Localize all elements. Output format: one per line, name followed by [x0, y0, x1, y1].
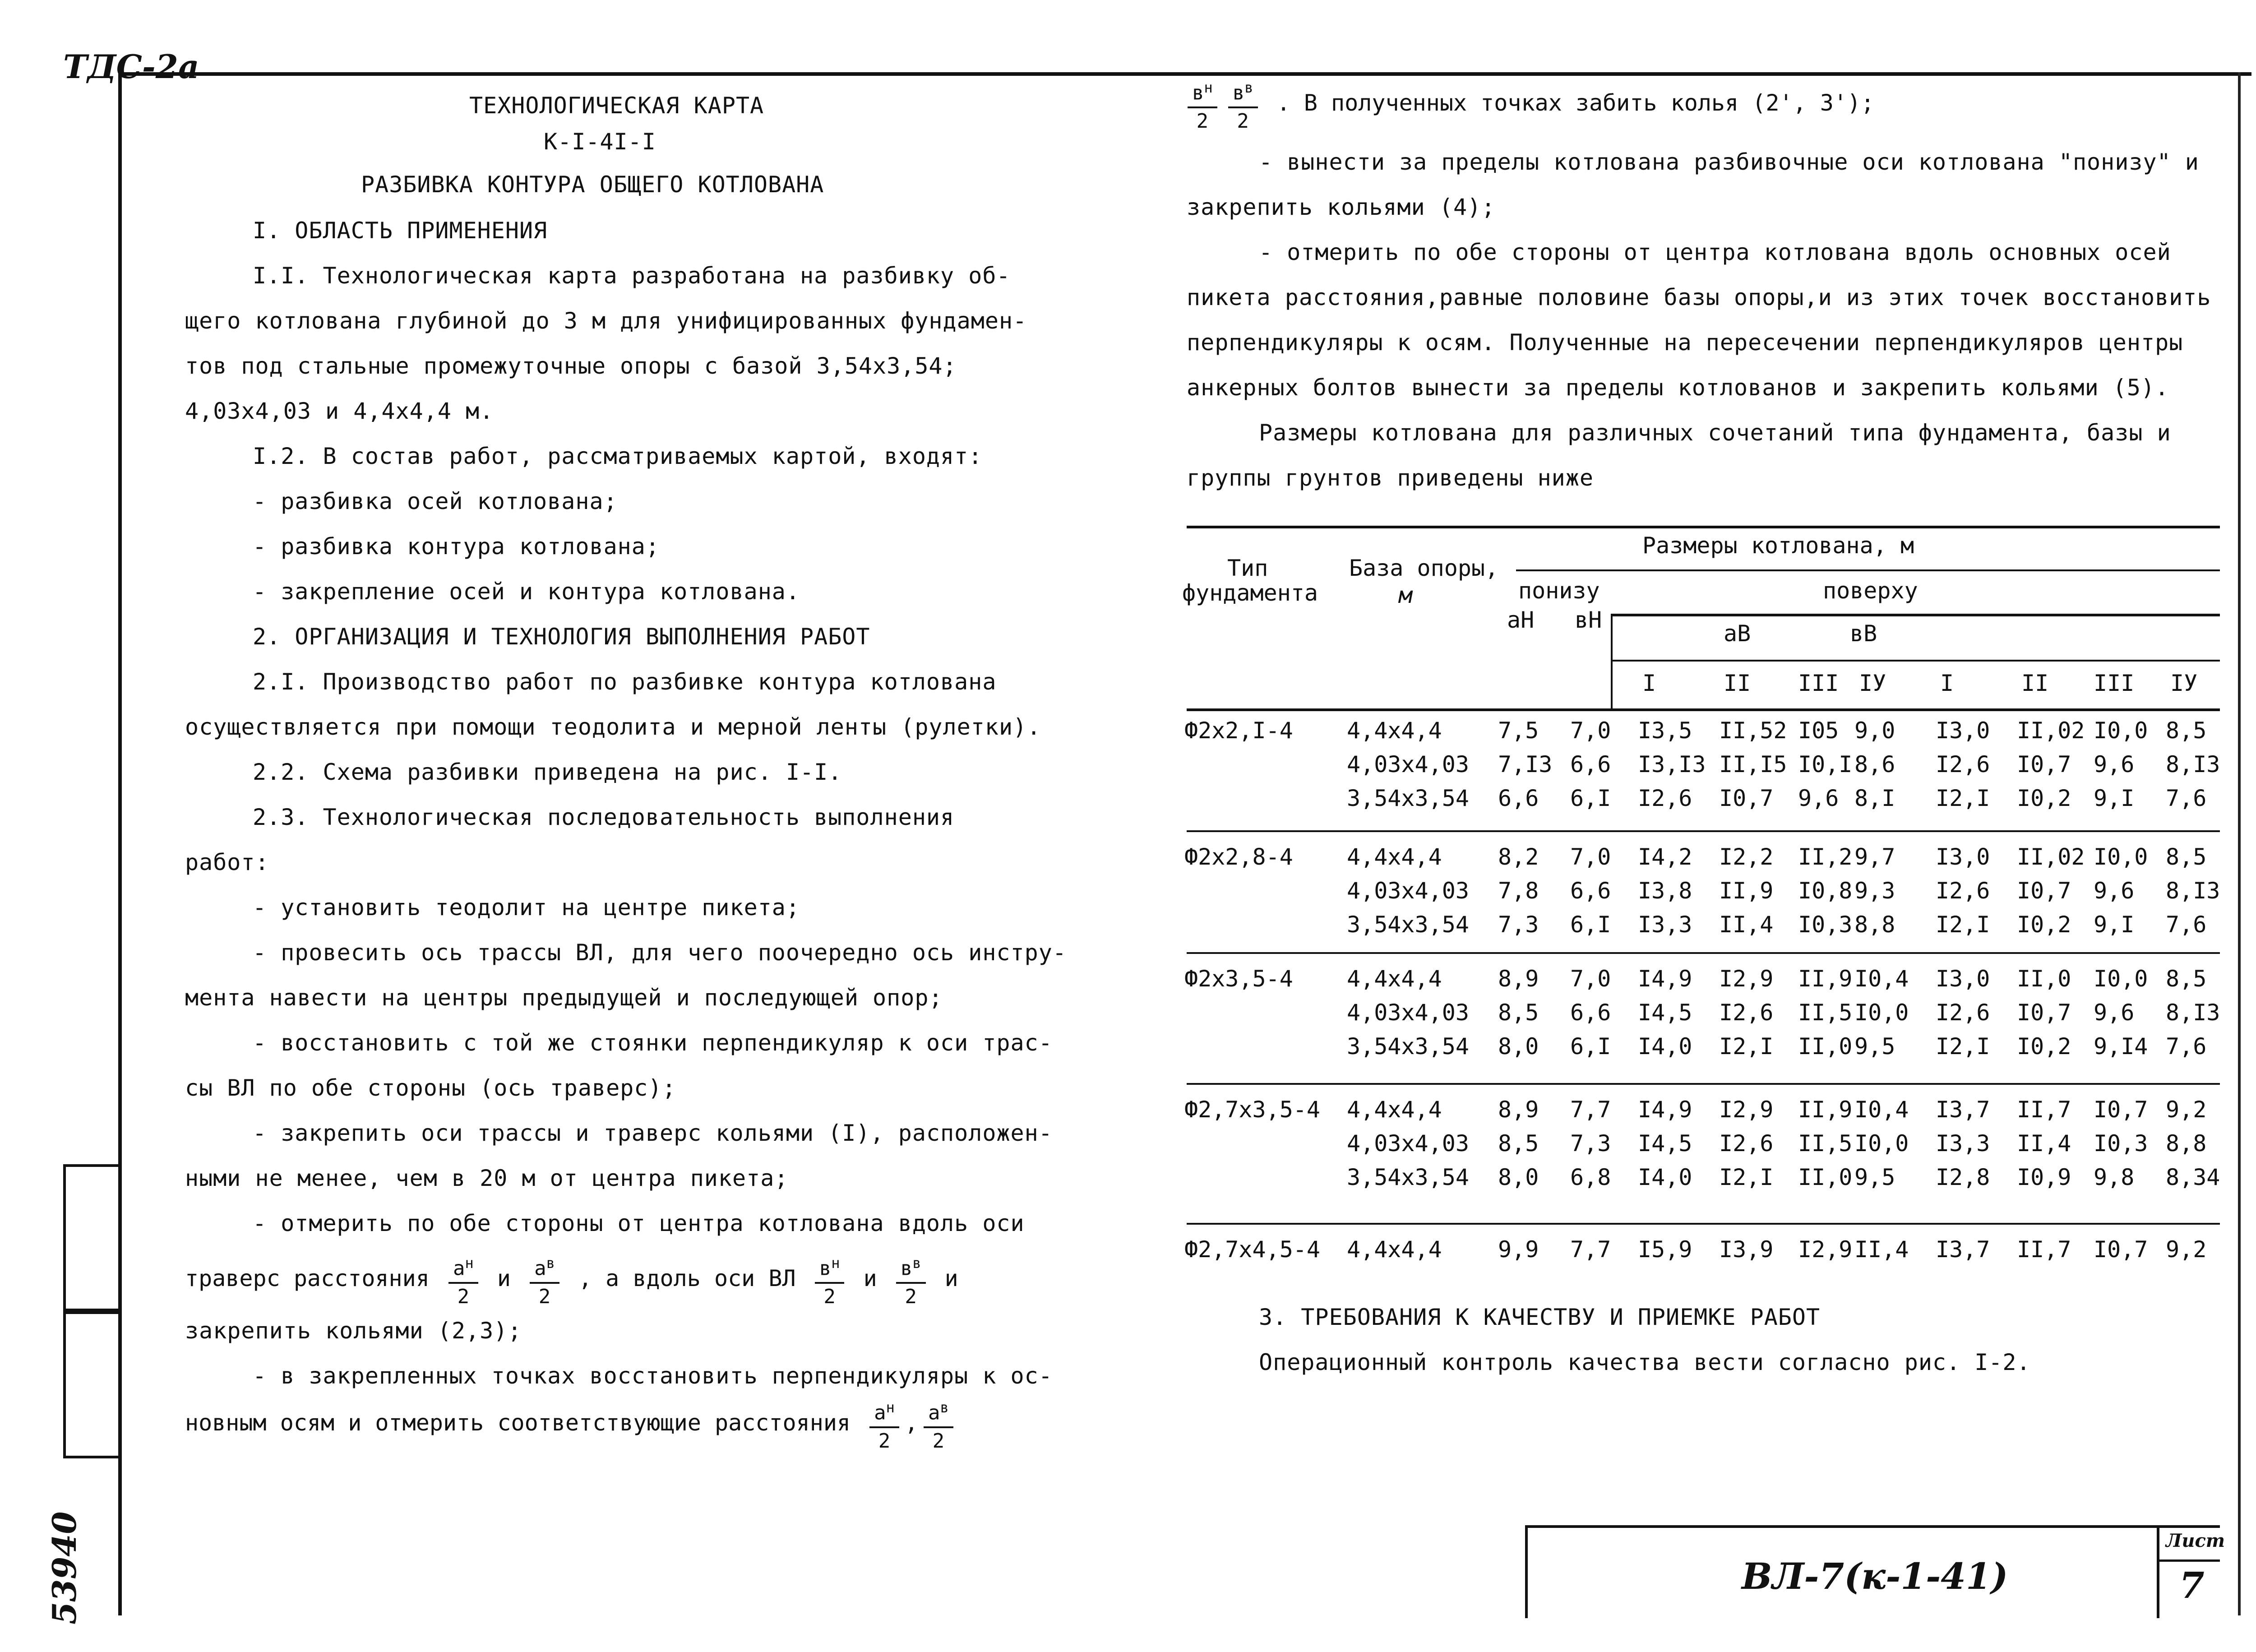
dimension-cell: I0,7 — [2094, 1236, 2148, 1263]
title-block-divider — [2157, 1528, 2159, 1618]
dimension-cell: I0,7 — [2017, 878, 2071, 904]
section-3-heading: 3. ТРЕБОВАНИЯ К КАЧЕСТВУ И ПРИЕМКЕ РАБОТ — [1259, 1304, 1821, 1330]
bullet-perp-line-1: - восстановить с той же стоянки перпендикуляр к оси трас- — [253, 1030, 1053, 1056]
dimension-cell: I0,4 — [1854, 966, 1909, 992]
para-2-1-line-1: 2.I. Производство работ по разбивке контура котлована — [253, 669, 997, 695]
dimension-cell: II,5 — [1798, 1130, 1853, 1157]
dimension-cell: 7,I3 — [1498, 751, 1553, 777]
table-rule-sizes — [1516, 569, 2220, 571]
bullet-stakes-line-2: ными не менее, чем в 20 м от центра пикета; — [185, 1165, 789, 1191]
dimension-cell: I3,3 — [1936, 1130, 1990, 1157]
title-line-2: К-I-4I-I — [544, 129, 656, 155]
corner-code: ТДС-2а — [63, 47, 199, 86]
dimension-cell: II,0 — [1798, 1164, 1853, 1190]
dimension-cell: I3,5 — [1638, 717, 1692, 744]
sheet-code: ВЛ-7(к-1-41) — [1742, 1555, 2008, 1597]
table-header-sizes: Размеры котлована, м — [1642, 532, 1914, 559]
base-size-cell: 4,4х4,4 — [1347, 1236, 1442, 1263]
right-line-4: пикета расстояния,равные половине базы опоры,и из этих точек восстановить — [1187, 284, 2211, 310]
dimension-cell: 9,7 — [1854, 844, 1895, 870]
dimension-cell: 8,I3 — [2166, 1000, 2220, 1026]
dimension-cell: 8,34 — [2166, 1164, 2220, 1190]
restore-perp-text: новным осям и отмерить соответствующие расстояния — [185, 1409, 851, 1436]
fraction-bB-2: $\frac{в^в}{2}$ — [896, 1250, 926, 1310]
dimension-cell: I2,9 — [1798, 1236, 1853, 1263]
table-roman-header: I — [1642, 670, 1656, 696]
dimension-cell: I3,7 — [1936, 1097, 1990, 1123]
dimension-cell: I0,7 — [1719, 785, 1774, 811]
dimension-cell: I2,I — [1719, 1164, 1774, 1190]
right-line-6: анкерных болтов вынести за пределы котлованов и закрепить кольями (5). — [1187, 375, 2169, 401]
dimension-cell: 7,7 — [1570, 1236, 1611, 1263]
dimension-cell: II,0 — [1798, 1033, 1853, 1060]
dimension-cell: II,0 — [2017, 966, 2071, 992]
dimension-cell: II,02 — [2017, 844, 2085, 870]
dimension-cell: I4,5 — [1638, 1130, 1692, 1157]
table-roman-header: IУ — [1859, 670, 1886, 696]
dimension-cell: I0,7 — [2017, 751, 2071, 777]
bullet-theodolite: - установить теодолит на центре пикета; — [253, 894, 800, 921]
frame-right-border — [2238, 72, 2241, 1615]
dimension-cell: I3,7 — [1936, 1236, 1990, 1263]
dimension-cell: I0,7 — [2017, 1000, 2071, 1026]
dimension-cell: II,4 — [1854, 1236, 1909, 1263]
table-header-type-2: фундамента — [1182, 580, 1318, 606]
dimension-cell: II,52 — [1719, 717, 1787, 744]
table-header-base-1: База опоры, — [1349, 555, 1499, 581]
sheet-number: 7 — [2179, 1564, 2205, 1606]
dimension-cell: I0,0 — [1854, 1000, 1909, 1026]
bullet-route-line-2: мента навести на центры предыдущей и последующей опор; — [185, 985, 943, 1011]
right-line-3: - отмерить по обе стороны от центра котлована вдоль основных осей — [1259, 239, 2171, 265]
dimension-cell: I0,4 — [1854, 1097, 1909, 1123]
table-header-type-1: Тип — [1227, 555, 1268, 581]
dimension-cell: I2,6 — [1936, 1000, 1990, 1026]
dimension-cell: I2,2 — [1719, 844, 1774, 870]
foundation-type: Ф2х3,5-4 — [1184, 966, 1293, 992]
dimension-cell: 8,5 — [2166, 717, 2207, 744]
dimension-cell: 8,5 — [1498, 1130, 1539, 1157]
base-size-cell: 4,4х4,4 — [1347, 1097, 1442, 1123]
right-line-5: перпендикуляры к осям. Полученные на пересечении перпендикуляров центры — [1187, 329, 2183, 356]
dimension-cell: I2,9 — [1719, 1097, 1774, 1123]
table-header-top: поверху — [1823, 578, 1918, 604]
right-first-line-text: . В полученных точках забить колья (2', 3'); — [1276, 89, 1875, 116]
dimension-cell: I05 — [1798, 717, 1839, 744]
para-1-1-line-4: 4,03х4,03 и 4,4х4,4 м. — [185, 398, 494, 424]
right-line-7: Размеры котлована для различных сочетаний типа фундамента, базы и — [1259, 420, 2171, 446]
dimension-cell: I3,0 — [1936, 844, 1990, 870]
bullet-perp-line-2: сы ВЛ по обе стороны (ось траверс); — [185, 1075, 676, 1101]
dimension-cell: II,7 — [2017, 1236, 2071, 1263]
table-rule-top-section — [1611, 614, 2220, 616]
section-2-heading: 2. ОРГАНИЗАЦИЯ И ТЕХНОЛОГИЯ ВЫПОЛНЕНИЯ РАБОТ — [253, 624, 870, 650]
dimension-cell: 6,6 — [1570, 1000, 1611, 1026]
restore-perp-line-1: - в закрепленных точках восстановить перпендикуляры к ос- — [253, 1363, 1053, 1389]
dimension-cell: 8,8 — [1854, 912, 1895, 938]
bullet-stakes-line-1: - закрепить оси трассы и траверс кольями (I), расположен- — [253, 1120, 1053, 1146]
dimension-cell: I4,0 — [1638, 1033, 1692, 1060]
dimension-cell: II,9 — [1798, 1097, 1853, 1123]
title-block — [1525, 1525, 2225, 1618]
dimension-cell: 9,I — [2094, 785, 2135, 811]
base-size-cell: 3,54х3,54 — [1347, 1164, 1469, 1190]
fraction-line — [185, 1250, 958, 1310]
table-header-bottom: понизу — [1518, 578, 1600, 604]
table-header-bB: вВ — [1850, 620, 1877, 647]
dimension-cell: I3,0 — [1936, 717, 1990, 744]
right-line-1: - вынести за пределы котлована разбивочные оси котлована "понизу" и — [1259, 149, 2199, 175]
base-size-cell: 4,4х4,4 — [1347, 966, 1442, 992]
fraction-aH-2: $\frac{a^н}{2}$ — [448, 1250, 478, 1310]
dimension-cell: I2,I — [1719, 1033, 1774, 1060]
dimension-cell: I3,I3 — [1638, 751, 1706, 777]
dimension-cell: 6,8 — [1570, 1164, 1611, 1190]
dimension-cell: 8,5 — [2166, 844, 2207, 870]
dimension-cell: I3,8 — [1638, 878, 1692, 904]
dimension-cell: 9,5 — [1854, 1033, 1895, 1060]
dimension-cell: I2,I — [1936, 1033, 1990, 1060]
para-2-1-line-2: осуществляется при помощи теодолита и мерной ленты (рулетки). — [185, 714, 1041, 740]
para-1-1-line-2: щего котлована глубиной до 3 м для унифицированных фундамен- — [185, 308, 1027, 334]
foundation-type: Ф2х2,8-4 — [1184, 844, 1293, 870]
dimension-cell: I0,0 — [2094, 844, 2148, 870]
title-line-1: ТЕХНОЛОГИЧЕСКАЯ КАРТА — [469, 93, 764, 119]
dimension-cell: 8,5 — [2166, 966, 2207, 992]
bullet-contour: - разбивка контура котлована; — [253, 533, 660, 560]
dimension-cell: I0,3 — [2094, 1130, 2148, 1157]
dimension-cell: I2,6 — [1719, 1000, 1774, 1026]
table-header-bH: вН — [1575, 607, 1602, 633]
para-2-2: 2.2. Схема разбивки приведена на рис. I-I. — [253, 759, 842, 785]
dimension-cell: 7,3 — [1570, 1130, 1611, 1157]
base-size-cell: 4,03х4,03 — [1347, 1130, 1469, 1157]
table-roman-header: I — [1940, 670, 1954, 696]
dimension-cell: I3,9 — [1719, 1236, 1774, 1263]
base-size-cell: 3,54х3,54 — [1347, 785, 1469, 811]
dimension-cell: II,4 — [2017, 1130, 2071, 1157]
dimension-cell: 6,I — [1570, 785, 1611, 811]
fraction-and-2: и — [863, 1265, 877, 1291]
dimension-cell: 8,I — [1854, 785, 1895, 811]
dimension-cell: 8,9 — [1498, 1097, 1539, 1123]
fraction-aB-2: $\frac{a^в}{2}$ — [530, 1250, 559, 1310]
dimension-cell: I3,3 — [1638, 912, 1692, 938]
right-line-8: группы грунтов приведены ниже — [1187, 465, 1594, 491]
fraction-mid-text: , а вдоль оси ВЛ — [578, 1265, 796, 1291]
dimension-cell: 7,6 — [2166, 1033, 2207, 1060]
table-vrule-roman — [1611, 614, 1613, 708]
base-size-cell: 3,54х3,54 — [1347, 1033, 1469, 1060]
dimension-cell: 8,I3 — [2166, 878, 2220, 904]
dimension-cell: 9,I — [2094, 912, 2135, 938]
dimension-cell: 8,6 — [1854, 751, 1895, 777]
dimension-cell: I2,I — [1936, 785, 1990, 811]
fraction-bB-2-r: $\frac{в^в}{2}$ — [1228, 74, 1258, 134]
dimension-cell: 7,5 — [1498, 717, 1539, 744]
dimension-cell: I4,2 — [1638, 844, 1692, 870]
table-rule-roman — [1611, 660, 2220, 662]
dimension-cell: I2,6 — [1719, 1130, 1774, 1157]
para-2-3-line-2: работ: — [185, 849, 269, 875]
table-group-divider — [1187, 1223, 2220, 1225]
dimension-cell: I0,2 — [2017, 912, 2071, 938]
dimension-cell: 6,I — [1570, 1033, 1611, 1060]
bullet-axes: - разбивка осей котлована; — [253, 488, 618, 514]
table-header-base-2: м — [1399, 582, 1413, 608]
table-top-rule — [1187, 526, 2220, 528]
table-roman-header: III — [2094, 670, 2135, 696]
dimension-cell: 6,I — [1570, 912, 1611, 938]
dimension-cell: I4,9 — [1638, 1097, 1692, 1123]
title-block-left-edge — [1525, 1528, 1528, 1618]
table-roman-header: IУ — [2170, 670, 2198, 696]
dimension-cell: I0,3 — [1798, 912, 1853, 938]
dimension-cell: II,9 — [1798, 966, 1853, 992]
side-stamp-box-1 — [63, 1164, 121, 1314]
fraction-bH-2: $\frac{в^н}{2}$ — [815, 1250, 845, 1310]
table-group-divider — [1187, 952, 2220, 954]
fraction-aH-2-b: $\frac{a^н}{2}$ — [869, 1394, 899, 1454]
dimension-cell: 8,0 — [1498, 1033, 1539, 1060]
dimension-cell: I2,9 — [1719, 966, 1774, 992]
dimension-cell: I0,9 — [2017, 1164, 2071, 1190]
dimension-cell: II,2 — [1798, 844, 1853, 870]
dimension-cell: I2,6 — [1638, 785, 1692, 811]
base-size-cell: 4,03х4,03 — [1347, 751, 1469, 777]
bullet-route-line-1: - провесить ось трассы ВЛ, для чего поочередно ось инстру- — [253, 939, 1067, 966]
dimension-cell: II,9 — [1719, 878, 1774, 904]
para-1-1-line-3: тов под стальные промежуточные опоры с базой 3,54х3,54; — [185, 353, 957, 379]
fraction-and-1: и — [497, 1265, 511, 1291]
table-header-aB: aВ — [1724, 620, 1751, 647]
dimension-cell: I2,8 — [1936, 1164, 1990, 1190]
restore-perp-line-2: новным осям и отмерить соответствующие расстояния $\frac{a^н}{2}$ , $\frac{a^в}{2}$ — [185, 1394, 959, 1454]
dimension-cell: 8,5 — [1498, 1000, 1539, 1026]
dimension-cell: I0,0 — [2094, 966, 2148, 992]
dimension-cell: 9,I4 — [2094, 1033, 2148, 1060]
dimension-cell: 9,2 — [2166, 1097, 2207, 1123]
dimension-cell: I0,0 — [1854, 1130, 1909, 1157]
dimension-cell: I0,0 — [2094, 717, 2148, 744]
dimension-cell: I0,I — [1798, 751, 1853, 777]
fraction-and-3: и — [944, 1265, 958, 1291]
fraction-aB-2-b: $\frac{a^в}{2}$ — [924, 1394, 953, 1454]
dimension-cell: I4,9 — [1638, 966, 1692, 992]
dimension-cell: 7,0 — [1570, 966, 1611, 992]
base-size-cell: 3,54х3,54 — [1347, 912, 1469, 938]
dimension-cell: I2,6 — [1936, 878, 1990, 904]
foundation-type: Ф2,7х4,5-4 — [1184, 1236, 1321, 1263]
dimension-cell: 7,0 — [1570, 717, 1611, 744]
side-number: 53940 — [45, 1511, 83, 1624]
base-size-cell: 4,03х4,03 — [1347, 878, 1469, 904]
dimension-cell: 9,3 — [1854, 878, 1895, 904]
dimension-cell: I0,2 — [2017, 785, 2071, 811]
dimension-cell: I0,2 — [2017, 1033, 2071, 1060]
side-stamp-box-2 — [63, 1309, 121, 1458]
dimension-cell: 7,6 — [2166, 785, 2207, 811]
right-line-2: закрепить кольями (4); — [1187, 194, 1496, 220]
dimension-cell: 7,8 — [1498, 878, 1539, 904]
table-roman-header: III — [1798, 670, 1839, 696]
dimension-cell: 9,6 — [2094, 1000, 2135, 1026]
bullet-fix: - закрепление осей и контура котлована. — [253, 578, 800, 605]
dimension-cell: 9,0 — [1854, 717, 1895, 744]
dimension-cell: I4,5 — [1638, 1000, 1692, 1026]
foundation-type: Ф2х2,I-4 — [1184, 717, 1293, 744]
title-line-3: РАЗБИВКА КОНТУРА ОБЩЕГО КОТЛОВАНА — [361, 171, 824, 198]
dimension-cell: 9,6 — [2094, 751, 2135, 777]
dimension-cell: 8,8 — [2166, 1130, 2207, 1157]
table-group-divider — [1187, 830, 2220, 832]
dimension-cell: 7,7 — [1570, 1097, 1611, 1123]
para-1-2: I.2. В состав работ, рассматриваемых картой, входят: — [253, 443, 983, 469]
dimension-cell: II,4 — [1719, 912, 1774, 938]
dimension-cell: 8,2 — [1498, 844, 1539, 870]
dimension-cell: 8,9 — [1498, 966, 1539, 992]
fix-stakes-line: закрепить кольями (2,3); — [185, 1318, 522, 1344]
dimension-cell: 6,6 — [1498, 785, 1539, 811]
dimension-cell: II,7 — [2017, 1097, 2071, 1123]
dimension-cell: I2,I — [1936, 912, 1990, 938]
dimension-cell: 6,6 — [1570, 751, 1611, 777]
title-block-sheet-rule — [2157, 1559, 2220, 1562]
dimension-cell: I2,6 — [1936, 751, 1990, 777]
table-header-aH: aН — [1507, 607, 1535, 633]
dimension-cell: 7,0 — [1570, 844, 1611, 870]
dimension-cell: 8,0 — [1498, 1164, 1539, 1190]
base-size-cell: 4,4х4,4 — [1347, 844, 1442, 870]
dimension-cell: II,02 — [2017, 717, 2085, 744]
dimension-cell: 6,6 — [1570, 878, 1611, 904]
para-1-1-line-1: I.I. Технологическая карта разработана на разбивку об- — [253, 263, 1011, 289]
base-size-cell: 4,4х4,4 — [1347, 717, 1442, 744]
table-header-bottom-rule — [1187, 708, 2220, 711]
dimension-cell: I5,9 — [1638, 1236, 1692, 1263]
table-roman-header: II — [2021, 670, 2049, 696]
dimension-cell: II,5 — [1798, 1000, 1853, 1026]
bullet-measure-line-1: - отмерить по обе стороны от центра котлована вдоль оси — [253, 1210, 1025, 1236]
dimension-cell: 9,9 — [1498, 1236, 1539, 1263]
foundation-type: Ф2,7х3,5-4 — [1184, 1097, 1321, 1123]
table-group-divider — [1187, 1083, 2220, 1085]
dimension-cell: 7,3 — [1498, 912, 1539, 938]
fraction-bH-2-r: $\frac{в^н}{2}$ — [1188, 74, 1217, 134]
dimension-cell: I0,8 — [1798, 878, 1853, 904]
fraction-line-text: траверс расстояния — [185, 1265, 430, 1291]
section-3-text: Операционный контроль качества вести согласно рис. I-2. — [1259, 1349, 2031, 1375]
base-size-cell: 4,03х4,03 — [1347, 1000, 1469, 1026]
dimension-cell: I3,0 — [1936, 966, 1990, 992]
dimension-cell: I4,0 — [1638, 1164, 1692, 1190]
dimension-cell: 9,8 — [2094, 1164, 2135, 1190]
dimension-cell: 9,2 — [2166, 1236, 2207, 1263]
table-roman-header: II — [1724, 670, 1751, 696]
dimension-cell: I0,7 — [2094, 1097, 2148, 1123]
dimension-cell: 9,5 — [1854, 1164, 1895, 1190]
para-2-3-line-1: 2.3. Технологическая последовательность выполнения — [253, 804, 955, 830]
dimension-cell: 9,6 — [1798, 785, 1839, 811]
dimension-cell: 8,I3 — [2166, 751, 2220, 777]
section-1-heading: I. ОБЛАСТЬ ПРИМЕНЕНИЯ — [253, 217, 548, 244]
sheet-label: Лист — [2166, 1530, 2225, 1551]
dimension-cell: II,I5 — [1719, 751, 1787, 777]
dimension-cell: 9,6 — [2094, 878, 2135, 904]
dimension-cell: 7,6 — [2166, 912, 2207, 938]
right-first-line — [1182, 74, 1874, 134]
